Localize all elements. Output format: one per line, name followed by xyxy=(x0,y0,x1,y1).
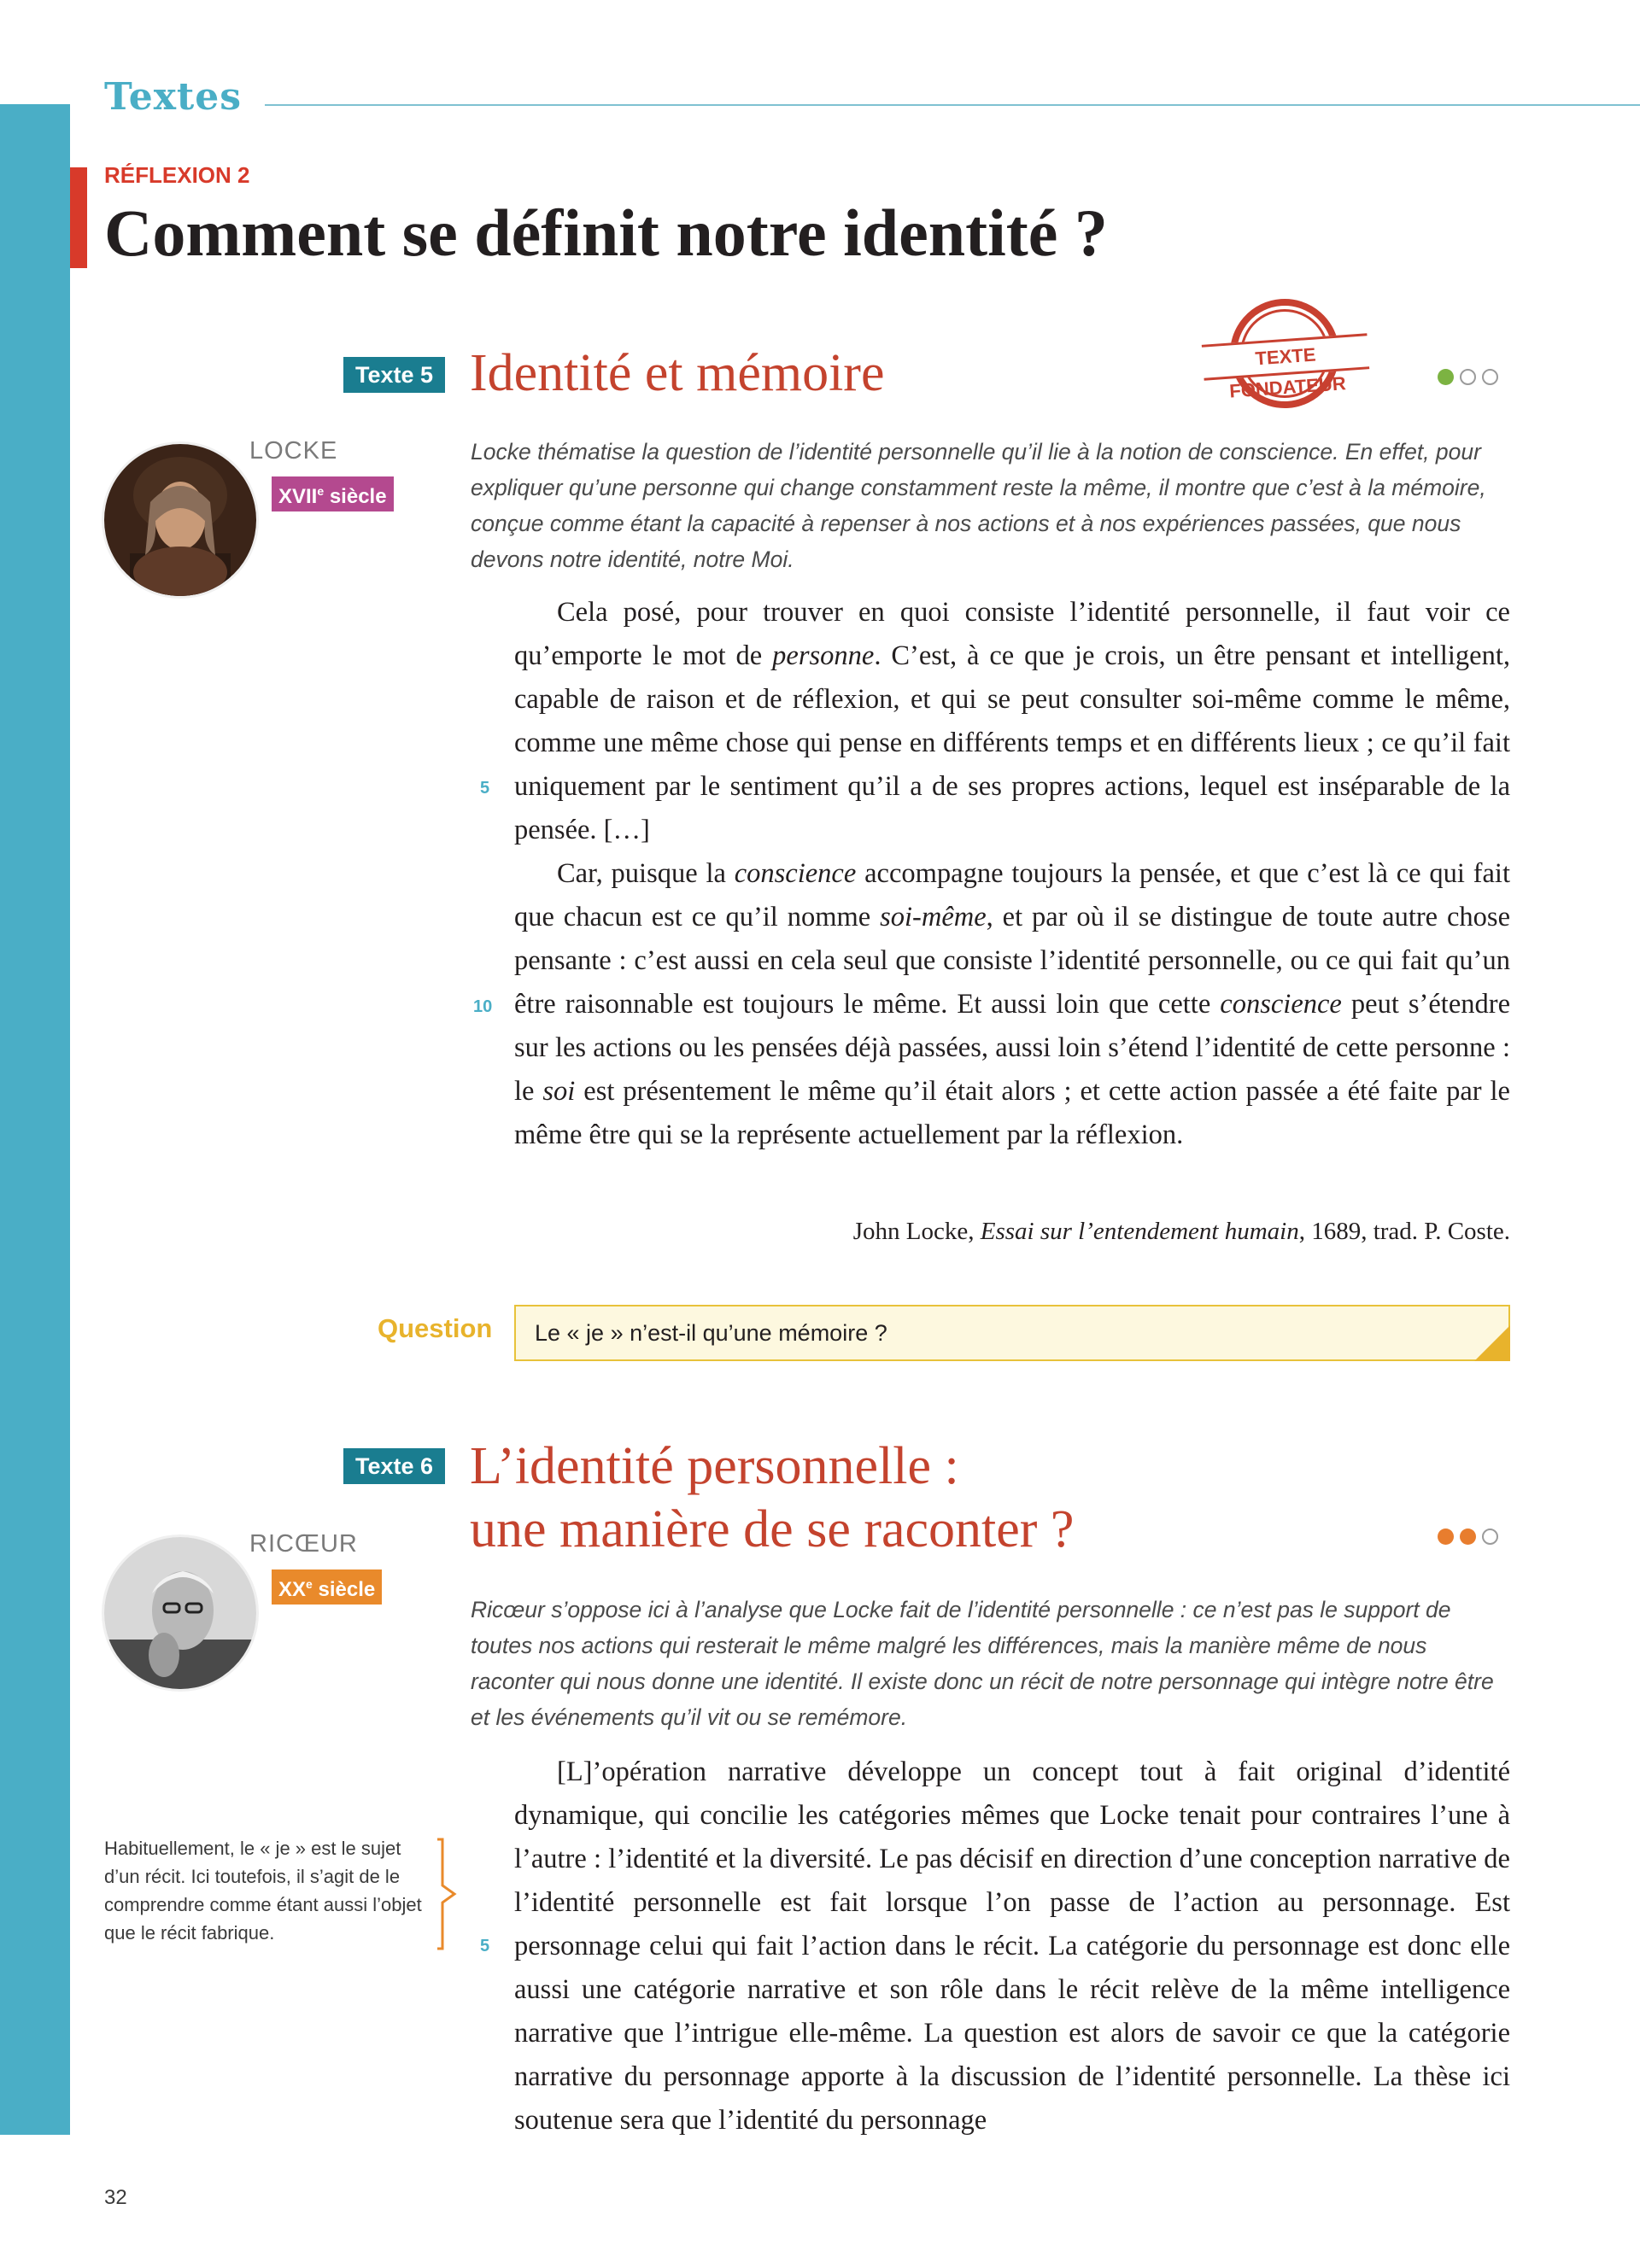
title-accent-bar xyxy=(70,167,87,268)
texte-5-paragraph-1: Cela posé, pour trouver en quoi consiste l’identité personnelle, il faut voir ce qu’emporte le mot de personne. C’est, à ce que je crois, un être pensant et intelligent, capable de raison et de réflexion, et qui se peut consulter soi-même comme le même, comme une même chose qui pense en différents temps et en différents lieux ; ce qu’il fait uniquement par le sentiment qu’il a de ses propres actions, lequel est inséparable de la pensée. […] xyxy=(514,597,1510,845)
reflection-label: RÉFLEXION 2 xyxy=(104,162,250,188)
texte-6-title-line-1: L’identité personnelle : xyxy=(470,1437,959,1495)
page-number: 32 xyxy=(104,2186,127,2209)
texte-6-body xyxy=(514,1751,1510,2142)
texte-6-title-line-2: une manière de se raconter ? xyxy=(470,1500,1075,1558)
difficulty-dot-filled-icon xyxy=(1438,1529,1454,1545)
author-name-ricoeur: RICŒUR xyxy=(249,1530,358,1558)
sidebar-bar xyxy=(0,104,70,2135)
question-box: Le « je » n’est-il qu’une mémoire ? xyxy=(514,1305,1510,1361)
question-label: Question xyxy=(378,1313,493,1343)
page-title: Comment se définit notre identité ? xyxy=(104,196,1108,270)
century-badge-locke: XVIIe siècle xyxy=(272,476,394,511)
ricoeur-portrait xyxy=(104,1537,256,1689)
line-number: 5 xyxy=(480,779,490,798)
texte-5-body xyxy=(514,591,1510,1157)
texte-5-paragraph-2: Car, puisque la conscience accompagne toujours la pensée, et que c’est là ce qui fait que chacun est ce qu’il nomme soi-même, et par où il se distingue de toute autre chose pensante : c’est aussi en cela seul que consiste l’identité personnelle, ou ce qui fait qu’un être raisonnable est toujours le même. Et aussi loin que cette conscience peut s’étendre sur les actions ou les pensées déjà passées, aussi loin s’étend l’identité de cette personne : le soi est présentement le même qu’il était alors ; et cette action passée a été faite par le même être qui se la représente actuellement par la réflexion. xyxy=(514,858,1510,1150)
line-number: 5 xyxy=(480,1937,490,1955)
texte-fondateur-stamp: TEXTE FONDATEUR xyxy=(1202,333,1369,380)
texte-6-badge: Texte 6 xyxy=(343,1448,445,1484)
century-badge-ricoeur: XXe siècle xyxy=(272,1569,382,1605)
texte-5-title: Identité et mémoire xyxy=(470,344,885,402)
difficulty-dot-filled-icon xyxy=(1460,1529,1476,1545)
texte-6-paragraph-1: [L]’opération narrative développe un concept tout à fait original d’identité dynamique, qui concilie les catégories mêmes que Locke tenait pour contraires l’une à l’autre : l’identité et la diversité. Le pas décisif en direction d’une conception narrative de l’identité personnelle est fait lorsque l’on passe de l’action au personnage. Est personnage celui qui fait l’action dans le récit. La catégorie du personnage est donc elle aussi une catégorie narrative et son rôle dans le récit relève de la même intelligence narrative que l’intrigue elle-même. La question est alors de savoir ce que la catégorie narrative du personnage apporte à la discussion de l’identité personnelle. La thèse ici soutenue sera que l’identité du personnage xyxy=(514,1757,1510,2136)
texte-6-intro: Ricœur s’oppose ici à l’analyse que Locke fait de l’identité personnelle : ce n’est pas le support de toutes nos actions qui resterait le même malgré les différences, mais la manière même de nous raconter qui nous donne une identité. Il existe donc un récit de notre personnage qui intègre notre être et les événements qu’il vit ou se remémore. xyxy=(471,1597,1494,1730)
author-name-locke: LOCKE xyxy=(249,437,338,465)
texte-5-citation: John Locke, Essai sur l’entendement humain, 1689, trad. P. Coste. xyxy=(852,1218,1510,1245)
texte-5-badge: Texte 5 xyxy=(343,357,445,393)
difficulty-dots-2 xyxy=(1432,1529,1498,1549)
difficulty-dot-filled-icon xyxy=(1438,369,1454,385)
question-corner-icon xyxy=(1474,1325,1510,1361)
locke-portrait xyxy=(104,444,256,596)
difficulty-dot-empty-icon xyxy=(1460,369,1476,385)
section-label: Textes xyxy=(104,75,243,119)
line-number: 10 xyxy=(473,997,493,1016)
difficulty-dot-empty-icon xyxy=(1482,1529,1498,1545)
difficulty-dot-empty-icon xyxy=(1482,369,1498,385)
header-rule xyxy=(265,104,1640,106)
difficulty-dots-1 xyxy=(1432,369,1498,389)
side-note: Habituellement, le « je » est le sujet d’un récit. Ici toutefois, il s’agit de le comprendre comme étant aussi l’objet que le récit fabrique. xyxy=(104,1838,422,1944)
side-note-bracket-icon xyxy=(434,1838,460,1950)
texte-5-intro: Locke thématise la question de l’identité personnelle qu’il lie à la notion de conscience. En effet, pour expliquer qu’une personne qui change constamment reste la même, il montre que c’est à la mémoire, conçue comme étant la capacité à repenser à nos actions et à nos expériences passées, que nous devons notre identité, notre Moi. xyxy=(471,439,1486,572)
